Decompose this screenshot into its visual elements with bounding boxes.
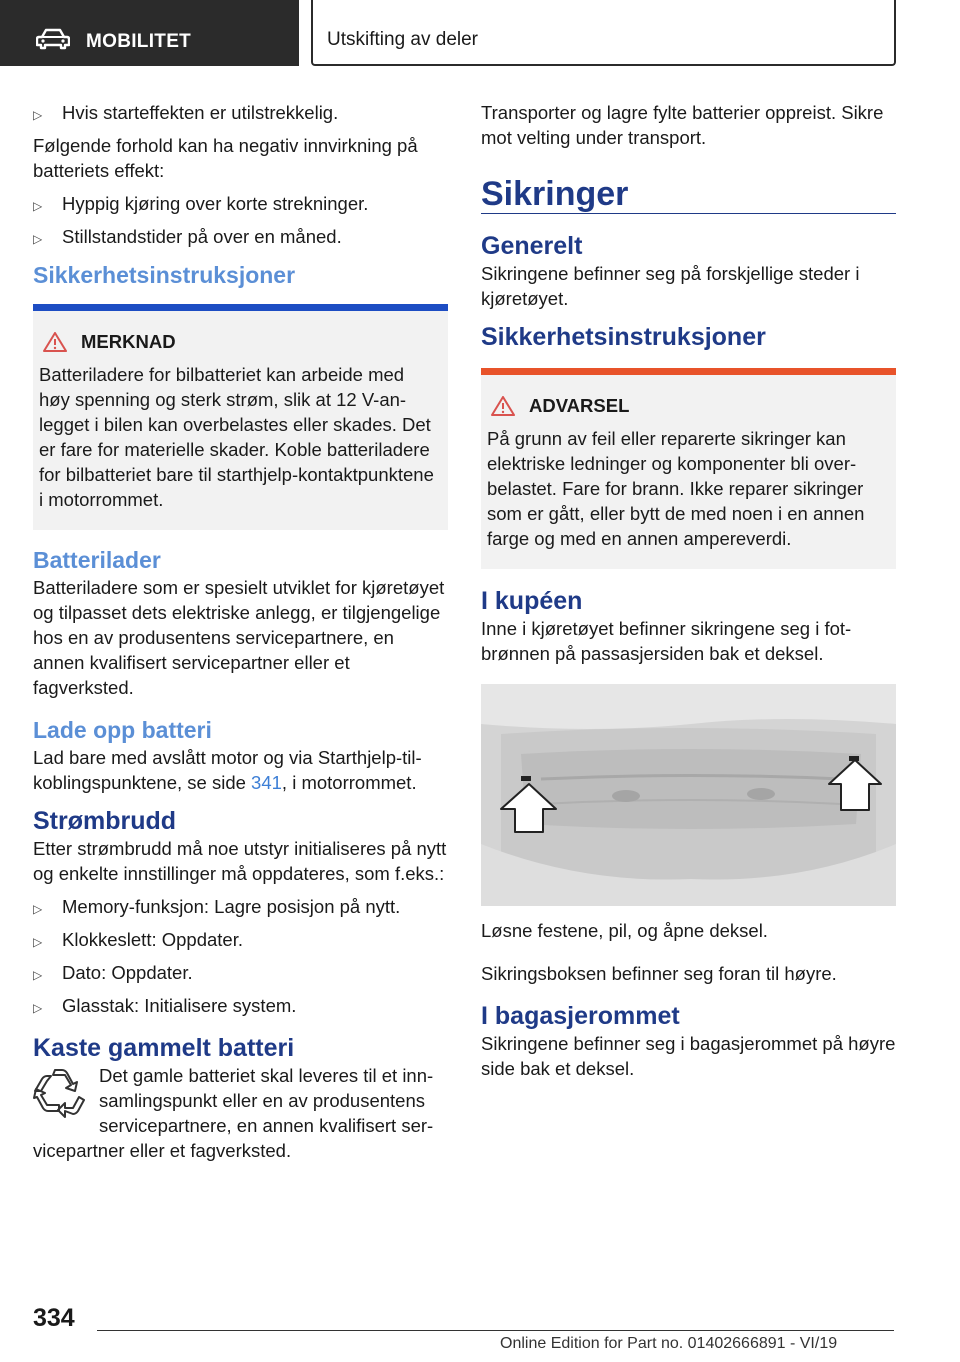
paragraph: Følgende forhold kan ha negativ innvirkning på batteriets effekt: <box>33 135 418 181</box>
cabin-heading: I kupéen <box>481 587 583 615</box>
dispose-block <box>33 1063 448 1138</box>
warning-triangle-icon <box>43 332 67 352</box>
recycle-icon <box>33 1067 85 1119</box>
trunk-heading: I bagasjerommet <box>481 1002 680 1030</box>
notice-body: Batteriladere for bilbatteriet kan arbeide med høy spenning og sterk strøm, slik at 12 V-anlegget i bilen kan overbelastes eller skades. Det er fare for materielle skader. Koble batteriladere for bilbatteriet bare til starthjelp-kontaktpunktene i motorrommet. <box>39 364 434 510</box>
paragraph: Transporter og lagre fylte batterier oppreist. Sikre mot velting under transport. <box>481 102 884 148</box>
list-item: ▷ Klokkeslett: Oppdater. <box>33 927 448 952</box>
edition-text: Online Edition for Part no. 01402666891 - VI/19 <box>500 1335 838 1352</box>
car-icon <box>36 28 70 50</box>
chapter-tab <box>0 0 299 66</box>
outage-heading: Strømbrudd <box>33 807 177 835</box>
paragraph: vicepartner eller et fagverksted. <box>33 1140 292 1161</box>
fuse-cover-photo <box>481 684 896 906</box>
warning-body: På grunn av feil eller reparerte sikringer kan elektriske ledninger og komponenter bli overbelastet. Fare for brann. Ikke reparer sikringer som er gått, eller bytt de med noen i en annen farge og med en annen ampereverdi. <box>487 428 865 549</box>
paragraph: Sikringene befinner seg i bagasjerommet på høyre side bak et deksel. <box>481 1033 896 1079</box>
safety-heading-right: Sikkerhetsinstruksjoner <box>481 323 766 351</box>
triangle-bullet-icon: ▷ <box>33 199 43 213</box>
triangle-bullet-icon: ▷ <box>33 232 43 246</box>
list-item: ▷ Stillstandstider på over en måned. <box>33 224 448 249</box>
general-heading: Generelt <box>481 232 583 260</box>
paragraph: Sikringsboksen befinner seg foran til høyre. <box>481 963 837 984</box>
safety-heading: Sikkerhetsinstruksjoner <box>33 262 296 288</box>
warning-title: ADVARSEL <box>529 395 630 416</box>
list-item: ▷ Hvis starteffekten er utilstrekkelig. <box>33 100 448 125</box>
section-title: Utskifting av deler <box>327 29 479 50</box>
list-item: ▷ Dato: Oppdater. <box>33 960 448 985</box>
triangle-bullet-icon: ▷ <box>33 1001 43 1015</box>
list-item: ▷ Memory-funksjon: Lagre posisjon på nytt. <box>33 894 448 919</box>
paragraph: Inne i kjøretøyet befinner sikringene seg i fotbrønnen på passasjersiden bak et deksel. <box>481 618 852 664</box>
notice-box <box>33 304 448 530</box>
triangle-bullet-icon: ▷ <box>33 108 43 122</box>
warning-box <box>481 368 896 569</box>
triangle-bullet-icon: ▷ <box>33 968 43 982</box>
charge-heading: Lade opp batteri <box>33 717 212 743</box>
notice-title: MERKNAD <box>81 331 176 352</box>
page-link[interactable]: 341 <box>251 772 282 793</box>
paragraph: Sikringene befinner seg på forskjellige steder i kjøretøyet. <box>481 263 860 309</box>
triangle-bullet-icon: ▷ <box>33 902 43 916</box>
chapter-label: MOBILITET <box>86 31 192 52</box>
fuse-cover-illustration <box>481 684 896 906</box>
left-column <box>33 100 448 1171</box>
charger-heading: Batterilader <box>33 547 161 573</box>
paragraph: Løsne festene, pil, og åpne deksel. <box>481 920 768 941</box>
paragraph: Etter strømbrudd må noe utstyr initialiseres på nytt og enkelte innstillinger må oppdateres, som f.eks.: <box>33 838 447 884</box>
section-header <box>311 0 896 66</box>
footer-divider <box>97 1330 894 1331</box>
page-number: 334 <box>33 1304 75 1332</box>
right-column <box>481 100 896 1089</box>
fuses-heading: Sikringer <box>481 182 896 214</box>
list-item: ▷ Glasstak: Initialisere system. <box>33 993 448 1018</box>
dispose-heading: Kaste gammelt batteri <box>33 1034 295 1062</box>
list-item: ▷ Hyppig kjøring over korte strekninger. <box>33 191 448 216</box>
paragraph: Det gamle batteriet skal leveres til et innsamlingspunkt eller en av produsentens servicepartnere, en annen kvalifisert ser- <box>99 1065 434 1136</box>
paragraph: Lad bare med avslått motor og via Starthjelp-tilkoblingspunktene, se side 341, i motorrommet. <box>33 747 422 793</box>
triangle-bullet-icon: ▷ <box>33 935 43 949</box>
paragraph: Batteriladere som er spesielt utviklet for kjøretøyet og tilpasset dets elektriske anlegg, er tilgjengelige hos en av produsentens servicepartnere, en annen kvalifisert servicepartner eller et fagverksted. <box>33 577 445 698</box>
warning-triangle-icon <box>491 396 515 416</box>
